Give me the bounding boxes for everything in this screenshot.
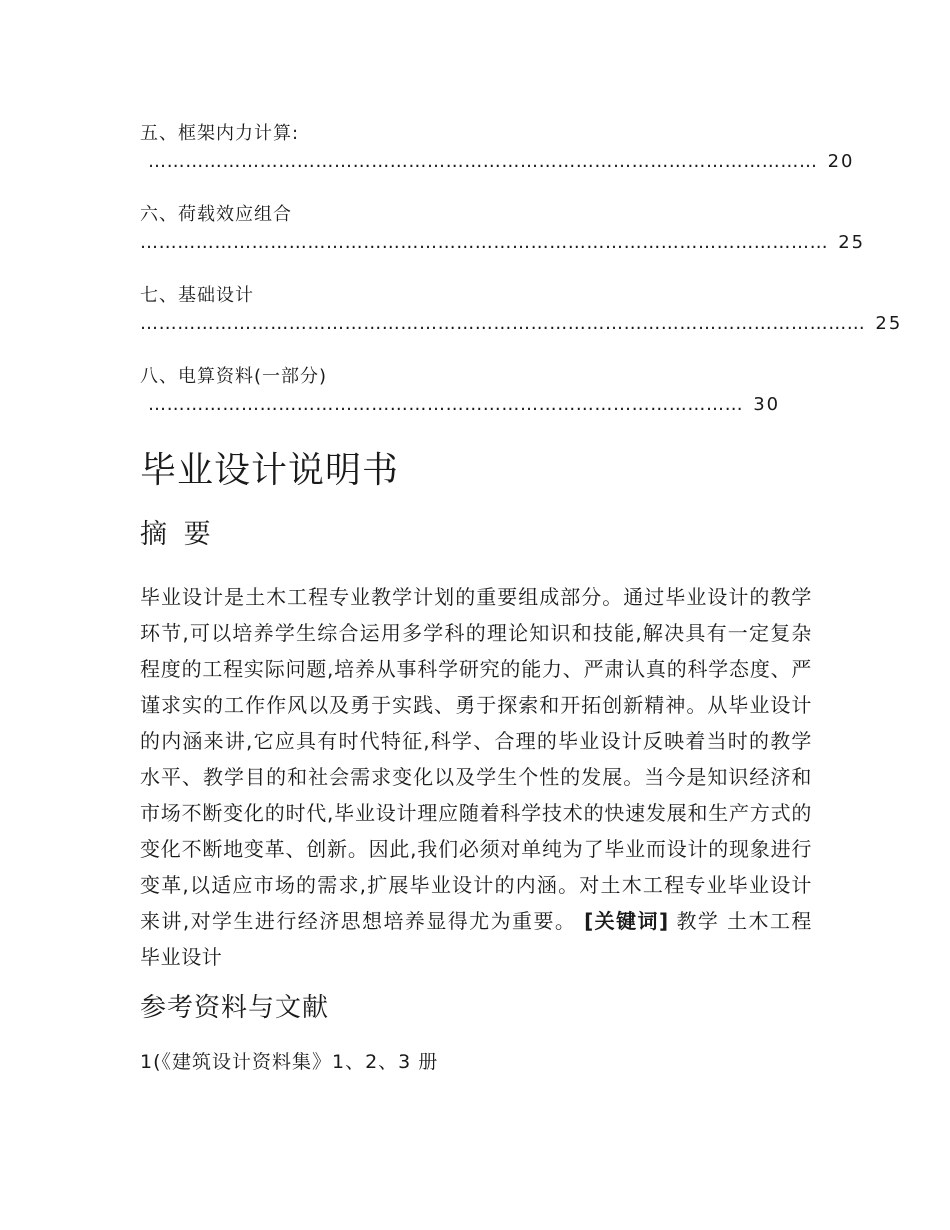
reference-item: 1(《建筑设计资料集》1、2、3 册 bbox=[140, 1051, 439, 1073]
abstract-paragraph bbox=[140, 579, 812, 975]
toc-dots: ………………………………………………………………………………………………… bbox=[140, 232, 829, 253]
toc-dots: ……………………………………………………………………………………………… bbox=[148, 151, 818, 172]
toc-dots: …………………………………………………………………………………… bbox=[148, 394, 744, 415]
toc-entry-leader bbox=[140, 232, 866, 253]
toc-dots: ……………………………………………………………………………………………………… bbox=[140, 313, 866, 334]
abstract-text: 毕业设计是土木工程专业教学计划的重要组成部分。通过毕业设计的教学环节,可以培养学生综合运用多学科的理论知识和技能,解决具有一定复杂程度的工程实际问题,培养从事科学研究的能力、严肃认真的科学态度、严谨求实的工作作风以及勇于实践、勇于探索和开拓创新精神。从毕业设计的内涵来讲,它应具有时代特征,科学、合理的毕业设计反映着当时的教学水平、教学目的和社会需求变化以及学生个性的发展。当今是知识经济和市场不断变化的时代,毕业设计理应随着科学技术的快速发展和生产方式的变化不断地变革、创新。因此,我们必须对单纯为了毕业而设计的现象进行变革,以适应市场的需求,扩展毕业设计的内涵。对土木工程专业毕业设计来讲,对学生进行经济思想培养显得尤为重要。 bbox=[140, 585, 812, 933]
toc-entry-title: 六、荷载效应组合 bbox=[140, 204, 292, 225]
toc-entry-leader bbox=[140, 313, 903, 334]
toc-entry-leader bbox=[148, 394, 781, 415]
toc-entry-title: 五、框架内力计算: bbox=[140, 123, 300, 144]
document-title: 毕业设计说明书 bbox=[140, 450, 400, 491]
toc-entry-leader bbox=[148, 151, 855, 172]
toc-page-number: 25 bbox=[838, 232, 866, 253]
abstract-heading: 摘 要 bbox=[140, 519, 215, 550]
toc-page-number: 25 bbox=[875, 313, 903, 334]
references-heading: 参考资料与文献 bbox=[140, 993, 330, 1023]
keywords-text: 教学 土木工程 毕业设计 bbox=[140, 909, 813, 969]
toc-entry-title: 七、基础设计 bbox=[140, 285, 254, 306]
keywords-label: [关键词] bbox=[584, 909, 669, 933]
toc-entry-title: 八、电算资料(一部分) bbox=[140, 366, 328, 387]
toc-page-number: 20 bbox=[827, 151, 855, 172]
toc-page-number: 30 bbox=[753, 394, 781, 415]
